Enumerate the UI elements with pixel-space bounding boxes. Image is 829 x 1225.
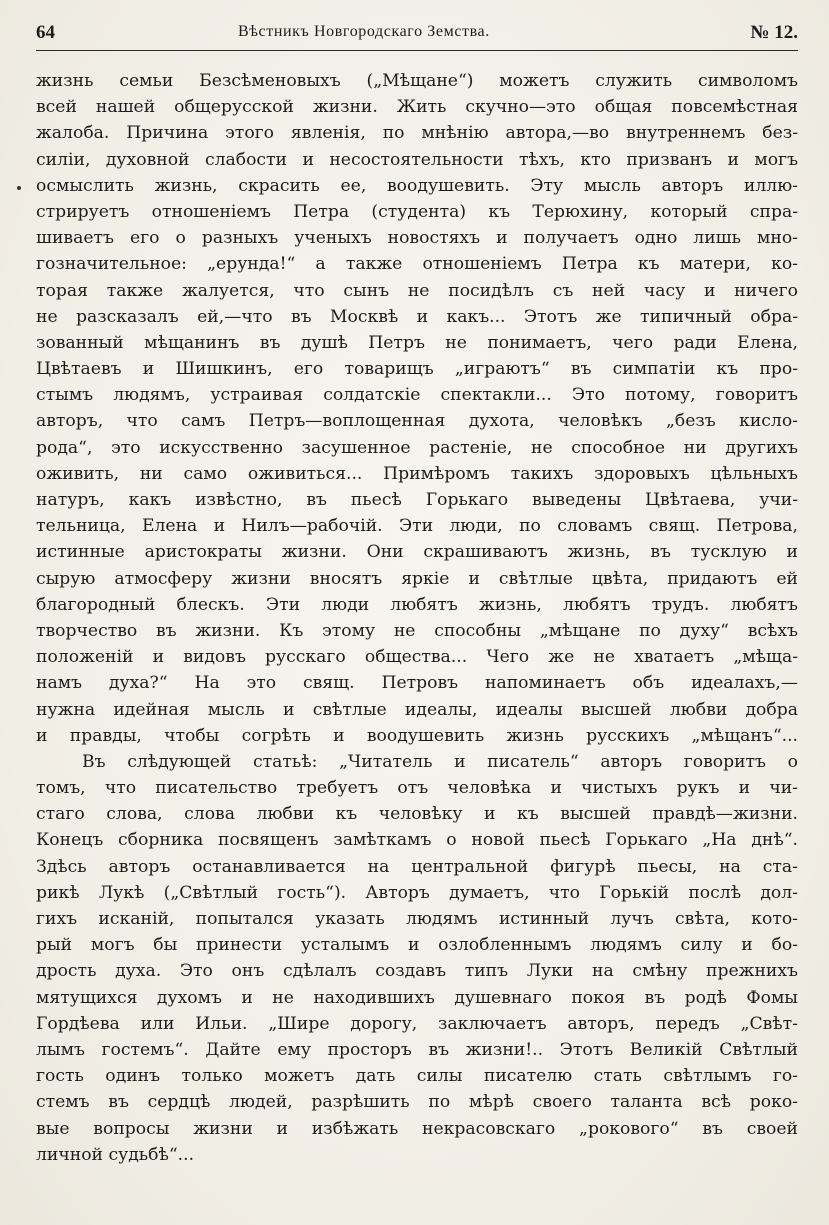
text-line: творчество въ жизни. Къ этому не способны „мѣщане по духу“ всѣхъ [36, 620, 798, 641]
text-line: всей нашей общерусской жизни. Жить скучно—это общая повсемѣстная [36, 97, 798, 118]
text-line: сырую атмосферу жизни вносятъ яркіе и свѣтлые цвѣта, придаютъ ей [36, 568, 798, 589]
text-line: положеній и видовъ русскаго общества... Чего же не хватаетъ „мѣща- [36, 647, 798, 668]
text-line: авторъ, что самъ Петръ—воплощенная духота, человѣкъ „безъ кисло- [36, 411, 798, 432]
text-line: намъ духа?“ На это свящ. Петровъ напоминаетъ объ идеалахъ,— [36, 673, 798, 694]
text-line: лымъ гостемъ“. Дайте ему просторъ въ жизни!.. Этотъ Великій Свѣтлый [36, 1039, 798, 1060]
text-line: и правды, чтобы согрѣть и воодушевить жизнь русскихъ „мѣщанъ“... [36, 725, 798, 746]
text-line: стаго слова, слова любви къ человѣку и къ высшей правдѣ—жизни. [36, 804, 798, 825]
text-line: истинные аристократы жизни. Они скрашиваютъ жизнь, въ тусклую и [36, 542, 798, 563]
article-body [36, 68, 798, 1168]
text-line: Конецъ сборника посвященъ замѣткамъ о новой пьесѣ Горькаго „На днѣ“. [36, 830, 798, 851]
text-line: не разсказалъ ей,—что въ Москвѣ и какъ... Этотъ же типичный обра- [36, 306, 798, 327]
text-line: стрируетъ отношеніемъ Петра (студента) къ Терюхину, который спра- [36, 201, 798, 222]
running-title: Вѣстникъ Новгородскаго Земства. [238, 23, 490, 40]
text-line: торая также жалуется, что сынъ не посидѣлъ съ ней часу и ничего [36, 280, 798, 301]
margin-mark [17, 186, 21, 190]
text-line: Цвѣтаевъ и Шишкинъ, его товарищъ „играютъ“ въ симпатіи къ про- [36, 359, 798, 380]
text-line: вые вопросы жизни и избѣжать некрасовскаго „рокового“ въ своей [36, 1118, 798, 1139]
text-line: жалоба. Причина этого явленія, по мнѣнію автора,—во внутреннемъ без- [36, 123, 798, 144]
text-line: мятущихся духомъ и не находившихъ душевнаго покоя въ родѣ Фомы [36, 987, 798, 1008]
text-line: рикѣ Лукѣ („Свѣтлый гость“). Авторъ думаетъ, что Горькій послѣ дол- [36, 882, 798, 903]
text-line: рый могъ бы принести усталымъ и озлобленнымъ людямъ силу и бо- [36, 935, 798, 956]
text-line: дрость духа. Это онъ сдѣлалъ создавъ типъ Луки на смѣну прежнихъ [36, 961, 798, 982]
text-line: стымъ людямъ, устраивая солдатскіе спектакли... Это потому, говоритъ [36, 385, 798, 406]
header-divider [36, 50, 798, 51]
text-line: гихъ исканій, попытался указать людямъ истинный лучъ свѣта, кото- [36, 909, 798, 929]
text-line: оживить, ни само оживиться... Примѣромъ такихъ здоровыхъ цѣльныхъ [36, 463, 798, 484]
page-number: 64 [36, 22, 55, 43]
text-line: осмыслить жизнь, скрасить ее, воодушевить. Эту мысль авторъ иллю- [36, 175, 798, 196]
text-line: натуръ, какъ извѣстно, въ пьесѣ Горькаго выведены Цвѣтаева, учи- [36, 490, 798, 510]
text-line: рода“, это искусственно засушенное растеніе, не способное ни другихъ [36, 437, 798, 458]
page-header [36, 20, 798, 50]
text-line: стемъ въ сердцѣ людей, разрѣшить по мѣрѣ своего таланта всѣ роко- [36, 1092, 798, 1113]
text-line: шиваетъ его о разныхъ ученыхъ новостяхъ и получаетъ одно лишь мно- [36, 228, 798, 249]
text-line: гость одинъ только можетъ дать силы писателю стать свѣтлымъ го- [36, 1066, 798, 1087]
paragraph-start-line: Въ слѣдующей статьѣ: „Читатель и писатель“ авторъ говоритъ о [82, 751, 798, 772]
text-line: гозначительное: „ерунда!“ а также отношеніемъ Петра къ матери, ко- [36, 254, 798, 275]
text-line: тельница, Елена и Нилъ—рабочій. Эти люди, по словамъ свящ. Петрова, [36, 516, 798, 537]
text-line: Гордѣева или Ильи. „Шире дорогу, заключаетъ авторъ, передъ „Свѣт- [36, 1013, 798, 1034]
text-line: жизнь семьи Безсѣменовыхъ („Мѣщане“) можетъ служить символомъ [36, 71, 798, 91]
text-line: зованный мѣщанинъ въ душѣ Петръ не понимаетъ, чего ради Елена, [36, 332, 798, 353]
text-line: личной судьбѣ“... [36, 1144, 195, 1165]
text-line: Здѣсь авторъ останавливается на центральной фигурѣ пьесы, на ста- [36, 856, 798, 877]
text-line: нужна идейная мысль и свѣтлые идеалы, идеалы высшей любви добра [36, 699, 798, 720]
issue-number: № 12. [750, 22, 798, 43]
text-line: силіи, духовной слабости и несостоятельности тѣхъ, кто призванъ и могъ [36, 149, 798, 170]
text-line: благородный блескъ. Эти люди любятъ жизнь, любятъ трудъ. любятъ [36, 594, 798, 615]
text-line: томъ, что писательство требуетъ отъ человѣка и чистыхъ рукъ и чи- [36, 778, 798, 799]
